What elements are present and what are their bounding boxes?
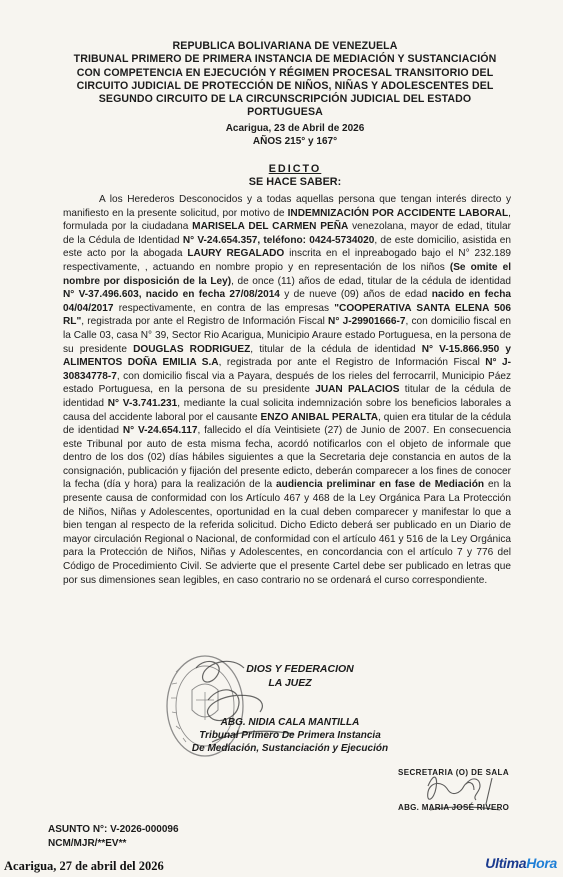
header-line: REPUBLICA BOLIVARIANA DE VENEZUELA [172, 40, 398, 52]
header-line: CIRCUITO JUDICIAL DE PROTECCIÓN DE NIÑOS, NIÑAS Y ADOLESCENTES DEL [76, 79, 494, 92]
header-line: CON COMPETENCIA EN EJECUCIÓN Y RÉGIMEN PROCESAL TRANSITORIO DEL [76, 66, 494, 79]
body-text: , con domicilio fiscal en la Calle 03, casa N° 39, Sector Rio Acarigua, Municipio Araure estado Portuguesa, en la persona de su presidente [63, 316, 511, 355]
court-name-line1: Tribunal Primero De Primera Instancia [199, 730, 381, 741]
body-text: , quien era titular de la cédula de identidad [63, 411, 511, 437]
case-reference [48, 823, 179, 851]
publication-date: Acarigua, 27 de abril del 2026 [4, 859, 164, 873]
header-line: SEGUNDO CIRCUITO DE LA CIRCUNSCRIPCIÓN JUDICIAL DEL ESTADO [98, 93, 472, 106]
body-text: en la presente causa de conformidad con los Artículo 467 y 468 de la Ley Orgánica Para La Protección de Niños, Niñas y Adolescentes, oportunidad en la cual deben comparecer y manifestar lo que a bien tengan al respecto de la referida solicitud. Dicho Edicto deberá ser publicado en un Diario de mayor circulación Regional o Nacional, de conformidad con el artículo 461 y 516 de la Ley Orgánica para la Protección de Niños, Niñas y Adolescentes, en concordancia con el artículo 7 y 776 del Código de Procedimiento Civil. Se advierte que el presente Cartel debe ser publicado en letras que por sus dimensiones sean legibles, en caso contrario no se ordenará el curso correspondiente. [63, 479, 511, 586]
body-bold: LAURY REGALADO [187, 248, 285, 260]
edicto-title: EDICTO [268, 163, 322, 175]
body-bold: ENZO ANIBAL PERALTA [260, 411, 379, 423]
body-bold: nacido en fecha 04/04/2017 [63, 289, 511, 314]
body-text: , formulada por la ciudadana [63, 207, 511, 233]
header-line: PORTUGUESA [247, 106, 323, 119]
body-text: A los Herederos Desconocidos y a todas aquellas persona que tengan interés directo y manifiesto en la presente solicitud, por motivo de [63, 194, 511, 219]
body-bold: N° V-15.866.950 y ALIMENTOS DOÑA EMILIA S.A [63, 343, 511, 369]
body-bold: audiencia preliminar en fase de Mediación [276, 479, 485, 491]
body-text: , de once (11) años de edad, titular de la cédula de identidad [231, 275, 511, 287]
judge-title: LA JUEZ [268, 677, 312, 689]
newspaper-logo [485, 855, 557, 871]
body-bold: DOUGLAS RODRIGUEZ [133, 343, 251, 355]
secretary-title: SECRETARIA (O) DE SALA [398, 768, 510, 777]
body-bold: N° J-30834778-7 [63, 357, 512, 382]
body-text: titular de la cédula de identidad [63, 384, 511, 409]
body-bold: (Se omite el nombre por disposición de la Ley) [63, 261, 512, 287]
body-text: inscrita en el inpreabogado bajo el N° 232.189 respectivamente, , actuando en nombre propio y en representación de los niños [63, 248, 511, 273]
secretary-name: ABG. MARIA JOSÉ RIVERO [398, 803, 510, 812]
body-bold: INDEMNIZACIÓN POR ACCIDENTE LABORAL [287, 207, 509, 219]
header-line: TRIBUNAL PRIMERO DE PRIMERA INSTANCIA DE MEDIACIÓN Y SUSTANCIACIÓN [73, 53, 497, 66]
case-initials: NCM/MJR/**EV** [48, 838, 127, 849]
body-bold: N° V-3.741.231 [107, 397, 178, 409]
body-bold: N° J-29901666-7 [328, 316, 406, 328]
court-name-line2: De Mediación, Sustanciación y Ejecución [191, 743, 389, 754]
body-text: , registrada por ante el Registro de Información Fiscal [218, 357, 486, 369]
body-text: , titular de la cédula de identidad [250, 343, 422, 355]
logo-word-ultima: Ultima [485, 855, 527, 871]
body-text: , mediante la cual solicita indemnización sobre los beneficios laborales a causa del accidente laboral por el causante [63, 397, 511, 423]
logo-word-hora: Hora [526, 855, 557, 871]
body-text: respectivamente, en contra de las empresas [113, 302, 335, 314]
judge-signature-block [170, 716, 410, 755]
issue-date: Acarigua, 23 de Abril de 2026 [225, 123, 365, 134]
body-text: , fallecido el día Veintisiete (27) de Junio de 2007. En consecuencia este Tribunal por auto de esta misma fecha, acordó notificarlos con el objeto de informale que dentro de los dos (02) días hábiles siguientes a que la Secretaria deje constancia en autos de la consignación, publicación y fijación del presente edicto, deberán comparecer a los fines de conocer la fecha (día y hora) para la realización de la [63, 425, 511, 491]
body-text: venezolana, mayor de edad, titular de la Cédula de Identidad [63, 221, 511, 246]
case-number: ASUNTO N°: V-2026-000096 [48, 824, 179, 835]
body-text: , con domicilio fiscal via a Payara, después de los rieles del ferrocarril, Municipio Páez estado Portuguesa, en la persona de su presidente [63, 370, 511, 396]
body-bold: "COOPERATIVA SANTA ELENA 506 RL" [63, 302, 511, 328]
body-bold: N° V-24.654.117 [122, 425, 198, 437]
judge-name: ABG. NIDIA CALA MANTILLA [220, 717, 360, 728]
body-bold: MARISELA DEL CARMEN PEÑA [192, 221, 349, 233]
body-bold: N° V-24.654.357, teléfono: 0424-5734020 [182, 234, 375, 246]
issue-years: AÑOS 215° y 167° [252, 135, 338, 147]
body-text: , de este domicilio, asistida en este acto por la abogada [63, 234, 511, 260]
edicto-subtitle: SE HACE SABER: [248, 176, 342, 188]
body-bold: N° V-37.496.603, nacido en fecha 27/08/2014 [63, 289, 280, 301]
body-text: y de nueve (09) años de edad [279, 289, 432, 301]
body-bold: JUAN PALACIOS [315, 384, 400, 396]
closing-formula: DIOS Y FEDERACION [246, 663, 354, 675]
body-text: , registrada por ante el Registro de Información Fiscal [81, 316, 329, 328]
